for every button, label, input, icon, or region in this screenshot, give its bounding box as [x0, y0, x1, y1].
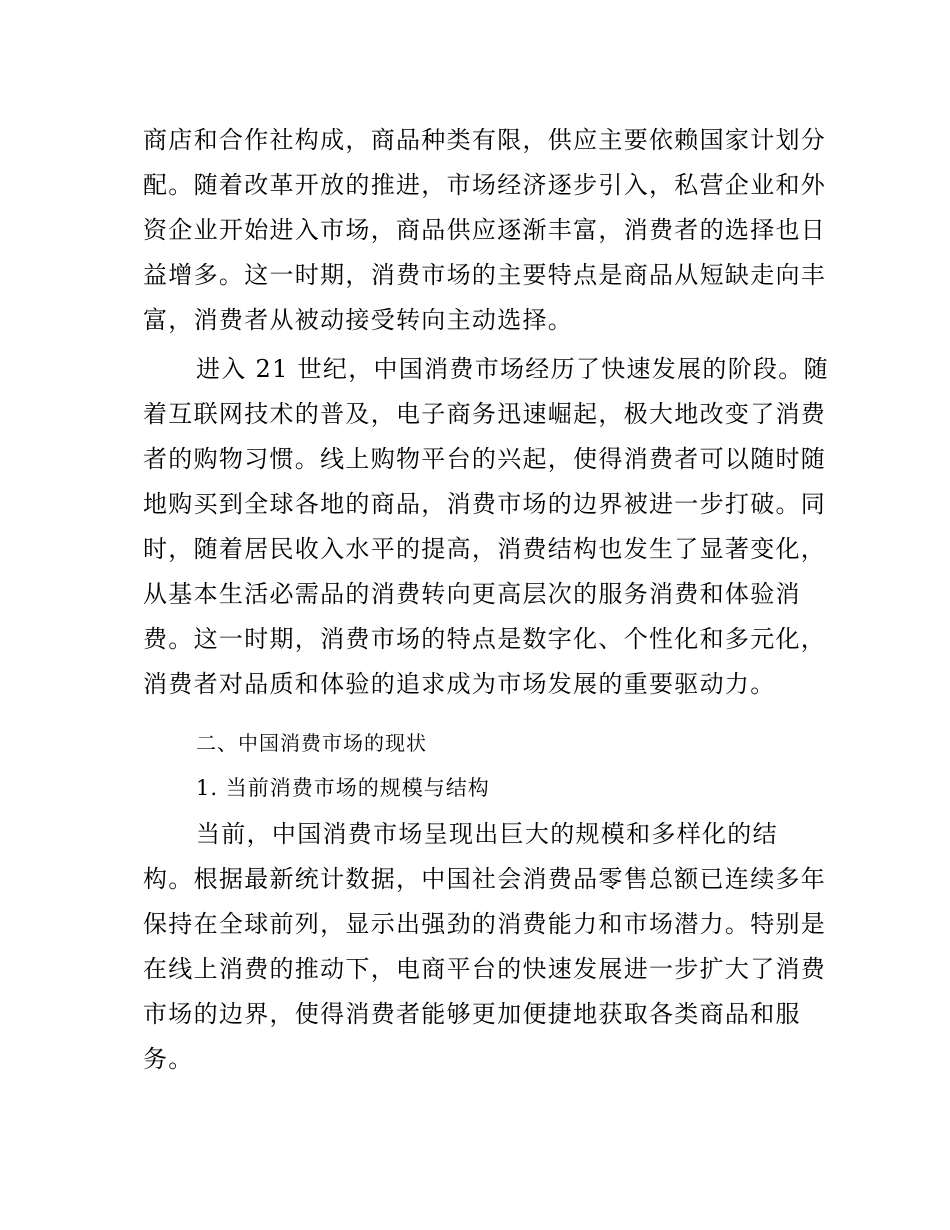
paragraph-line: 费。这一时期，消费市场的特点是数字化、个性化和多元化， — [143, 625, 827, 653]
paragraph-line: 市场的边界，使得消费者能够更加便捷地获取各类商品和服 — [143, 1000, 801, 1028]
paragraph-line: 资企业开始进入市场，商品供应逐渐丰富，消费者的选择也日 — [143, 216, 827, 244]
paragraph-line: 从基本生活必需品的消费转向更高层次的服务消费和体验消 — [143, 580, 801, 608]
paragraph-line: 当前，中国消费市场呈现出巨大的规模和多样化的结 — [196, 820, 778, 848]
paragraph-line: 配。随着改革开放的推进，市场经济逐步引入，私营企业和外 — [143, 171, 827, 199]
paragraph-line: 构。根据最新统计数据，中国社会消费品零售总额已连续多年 — [143, 865, 827, 893]
paragraph-line: 时，随着居民收入水平的提高，消费结构也发生了显著变化， — [143, 535, 827, 563]
subsection-heading: 1. 当前消费市场的规模与结构 — [196, 776, 490, 800]
paragraph-line: 务。 — [143, 1045, 194, 1073]
paragraph-line: 商店和合作社构成，商品种类有限，供应主要依赖国家计划分 — [143, 126, 827, 154]
paragraph-line: 进入 21 世纪，中国消费市场经历了快速发展的阶段。随 — [196, 355, 829, 383]
paragraph-line: 富，消费者从被动接受转向主动选择。 — [143, 306, 574, 334]
paragraph-line: 益增多。这一时期，消费市场的主要特点是商品从短缺走向丰 — [143, 261, 827, 289]
paragraph-line: 者的购物习惯。线上购物平台的兴起，使得消费者可以随时随 — [143, 445, 827, 473]
paragraph-line: 在线上消费的推动下，电商平台的快速发展进一步扩大了消费 — [143, 955, 827, 983]
paragraph-line: 消费者对品质和体验的追求成为市场发展的重要驱动力。 — [143, 670, 776, 698]
section-heading: 二、中国消费市场的现状 — [196, 731, 427, 755]
paragraph-line: 着互联网技术的普及，电子商务迅速崛起，极大地改变了消费 — [143, 400, 827, 428]
paragraph-line: 保持在全球前列，显示出强劲的消费能力和市场潜力。特别是 — [143, 910, 827, 938]
paragraph-line: 地购买到全球各地的商品，消费市场的边界被进一步打破。同 — [143, 490, 827, 518]
